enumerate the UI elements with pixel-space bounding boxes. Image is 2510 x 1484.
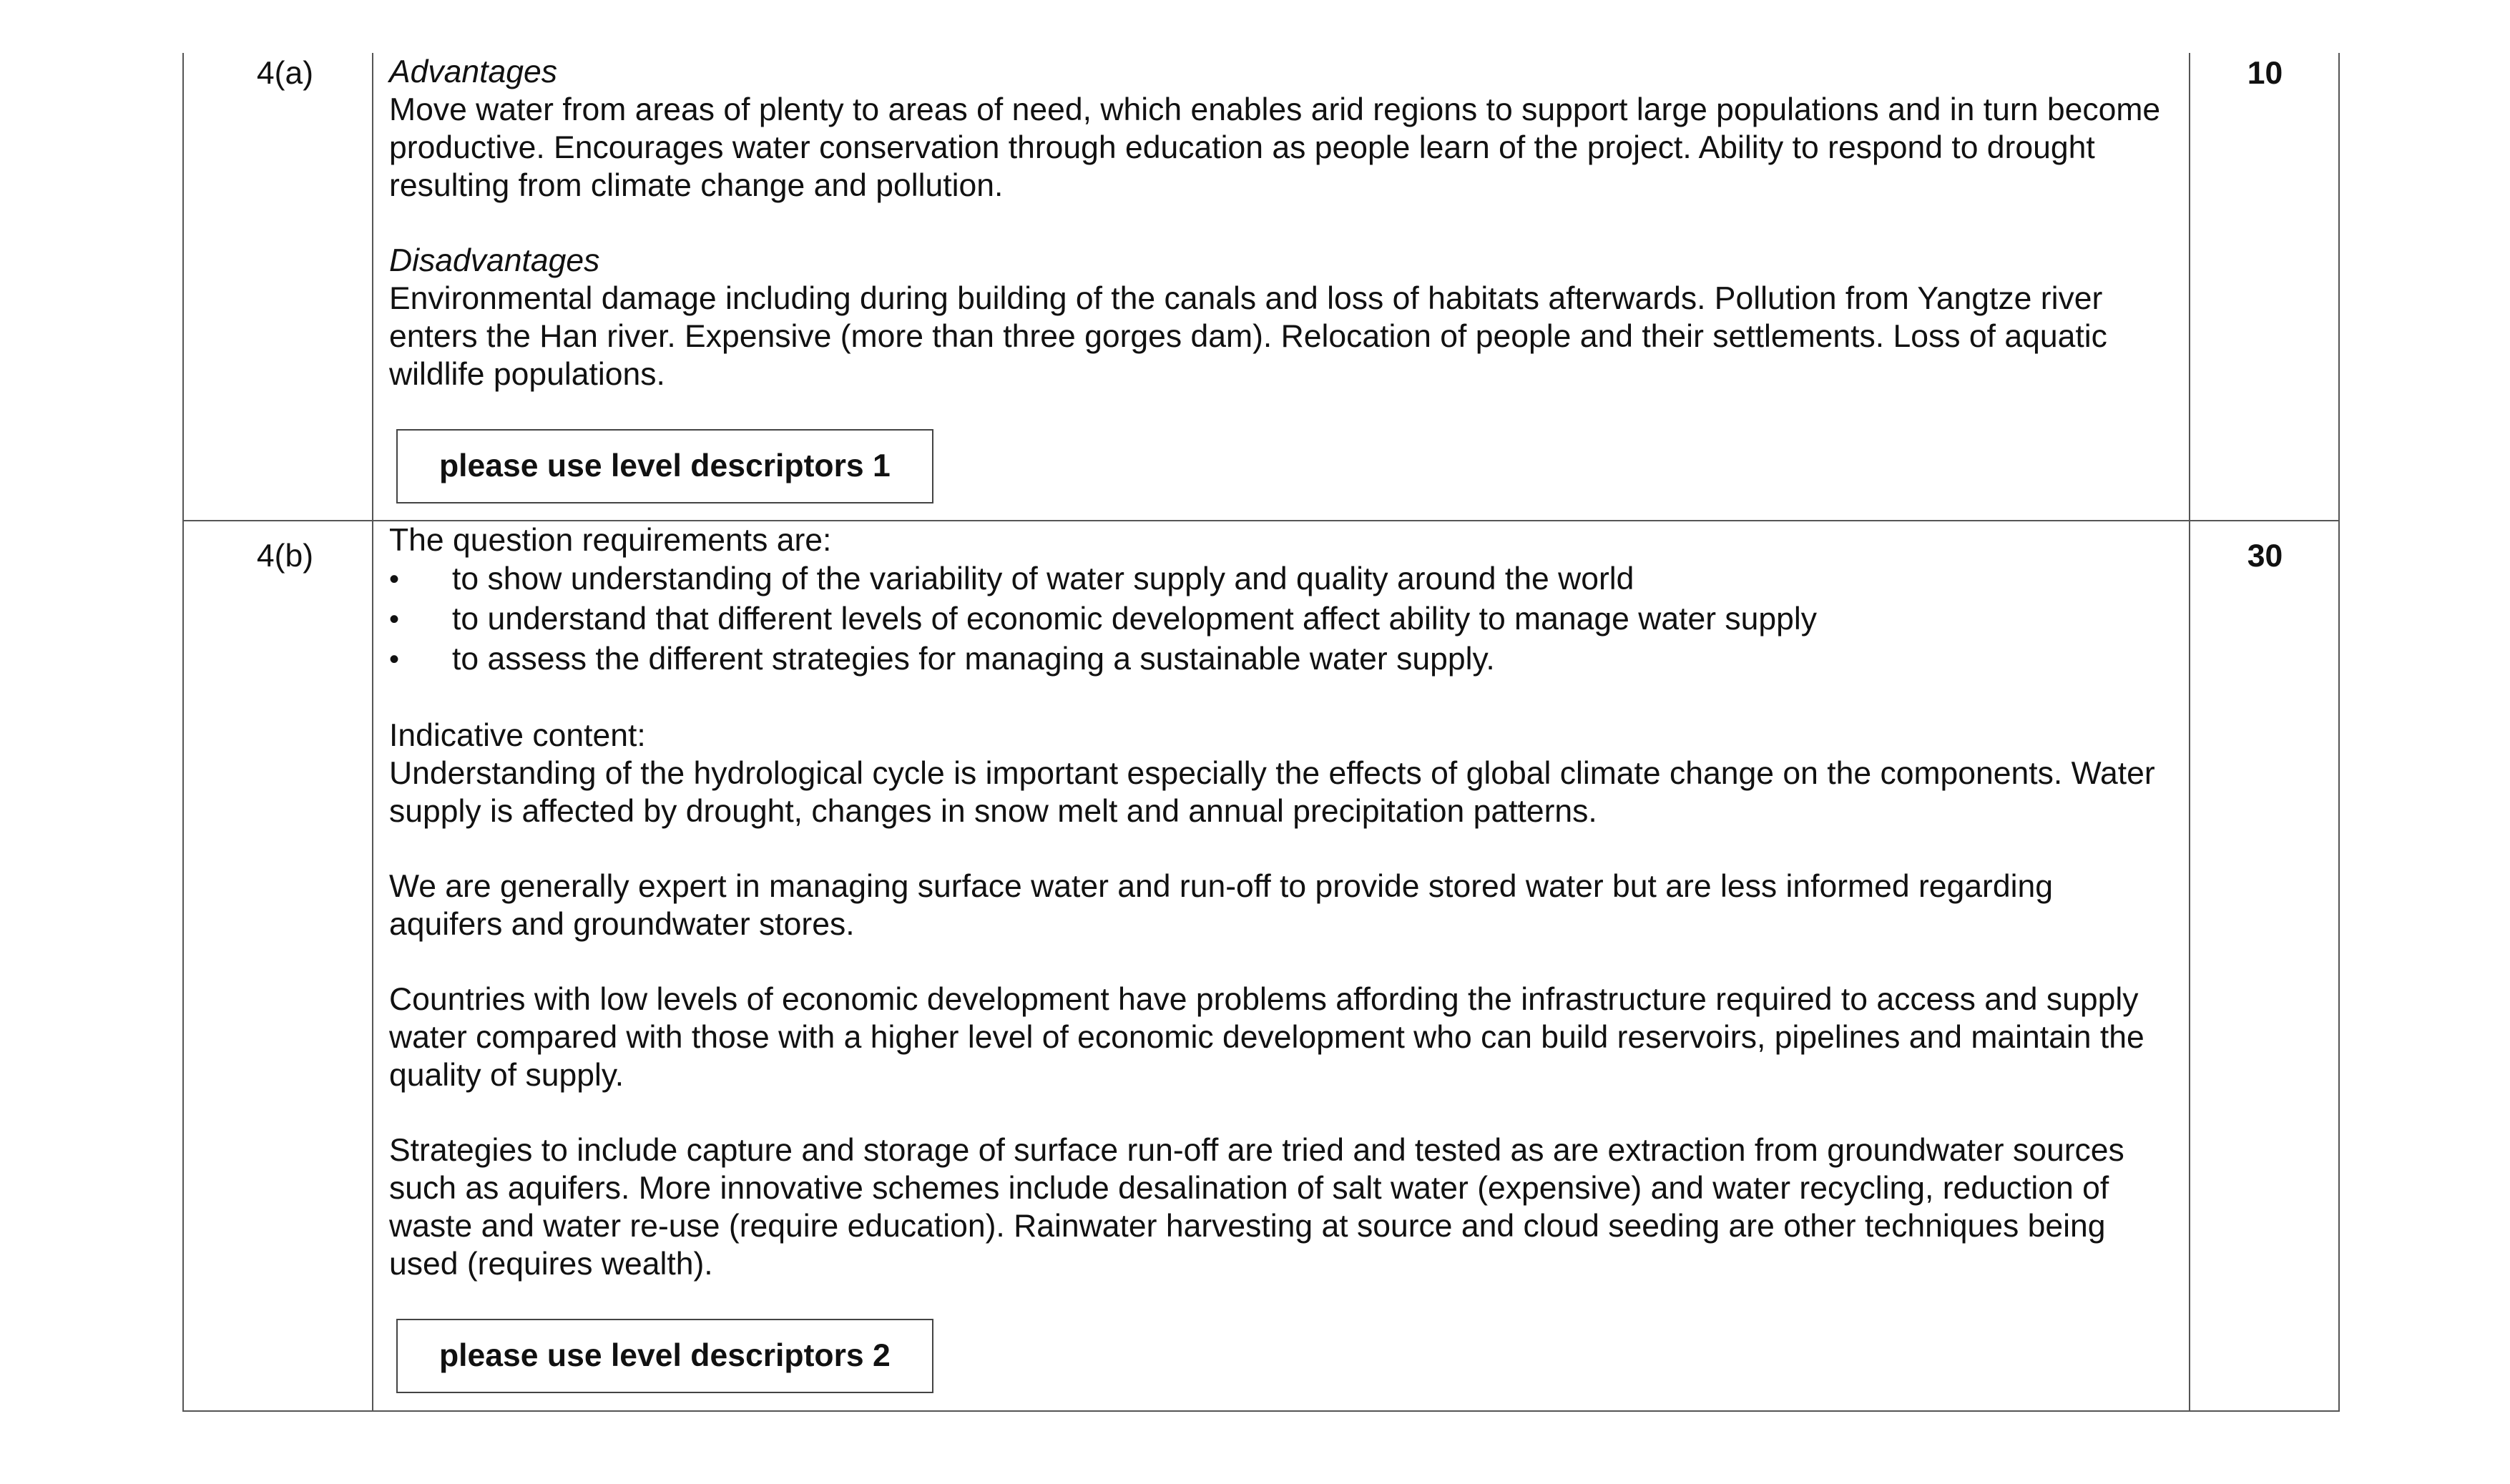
answer-cell bbox=[373, 53, 2190, 521]
mark-scheme-table bbox=[182, 53, 2340, 1412]
answer-cell bbox=[373, 521, 2190, 1411]
indicative-paragraph: Understanding of the hydrological cycle is important especially the effects of global climate change on the components. Water supply is affected by drought, changes in snow melt and annual precipitation patterns. bbox=[389, 756, 2155, 829]
bullet-icon: • bbox=[389, 644, 400, 675]
indicative-content-heading: Indicative content: bbox=[389, 718, 646, 753]
advantages-text: Move water from areas of plenty to areas of need, which enables arid regions to support large populations and in turn become productive. Encourages water conservation through education as people learn of the project. Ability to respond to drought resulting from climate change and pollution. bbox=[389, 92, 2161, 203]
question-row-4b bbox=[183, 521, 2339, 1411]
level-descriptor-box: please use level descriptors 2 bbox=[396, 1319, 933, 1393]
marks-value: 10 bbox=[2247, 56, 2283, 91]
requirements-list bbox=[389, 559, 2175, 679]
indicative-paragraph: Countries with low levels of economic development have problems affording the infrastructure required to access and supply water compared with those with a higher level of economic development who can build reservoirs, pipelines and maintain the quality of supply. bbox=[389, 982, 2144, 1093]
indicative-paragraph: We are generally expert in managing surface water and run-off to provide stored water but are less informed regarding aquifers and groundwater stores. bbox=[389, 869, 2053, 942]
question-number: 4(a) bbox=[256, 56, 314, 91]
indicative-paragraph: Strategies to include capture and storage of surface run-off are tried and tested as are extraction from groundwater sources such as aquifers. More innovative schemes include desalination of salt water (expensive) and water recycling, reduction of waste and water re-use (require education). Rainwater harvesting at source and cloud seeding are other techniques being used (requires wealth). bbox=[389, 1133, 2124, 1282]
requirement-item bbox=[389, 639, 2175, 679]
requirements-intro: The question requirements are: bbox=[389, 523, 832, 558]
requirement-item bbox=[389, 599, 2175, 639]
question-number-cell bbox=[183, 521, 373, 1411]
level-descriptor-box: please use level descriptors 1 bbox=[396, 429, 933, 503]
bullet-icon: • bbox=[389, 564, 400, 595]
marks-cell bbox=[2190, 53, 2339, 521]
question-number: 4(b) bbox=[256, 539, 314, 574]
question-row-4a bbox=[183, 53, 2339, 521]
requirement-text: to understand that different levels of economic development affect ability to manage water supply bbox=[452, 601, 1818, 637]
requirement-text: to show understanding of the variability of water supply and quality around the world bbox=[452, 561, 1634, 596]
advantages-heading: Advantages bbox=[389, 54, 558, 89]
bullet-icon: • bbox=[389, 604, 400, 635]
marks-value: 30 bbox=[2247, 539, 2283, 574]
requirement-text: to assess the different strategies for managing a sustainable water supply. bbox=[452, 642, 1495, 677]
disadvantages-text: Environmental damage including during building of the canals and loss of habitats afterwards. Pollution from Yangtze river enters the Han river. Expensive (more than three gorges dam). Relocation of people and their settlements. Loss of aquatic wildlife populations. bbox=[389, 281, 2107, 392]
marks-cell bbox=[2190, 521, 2339, 1411]
question-number-cell bbox=[183, 53, 373, 521]
disadvantages-heading: Disadvantages bbox=[389, 243, 600, 278]
requirement-item bbox=[389, 559, 2175, 599]
